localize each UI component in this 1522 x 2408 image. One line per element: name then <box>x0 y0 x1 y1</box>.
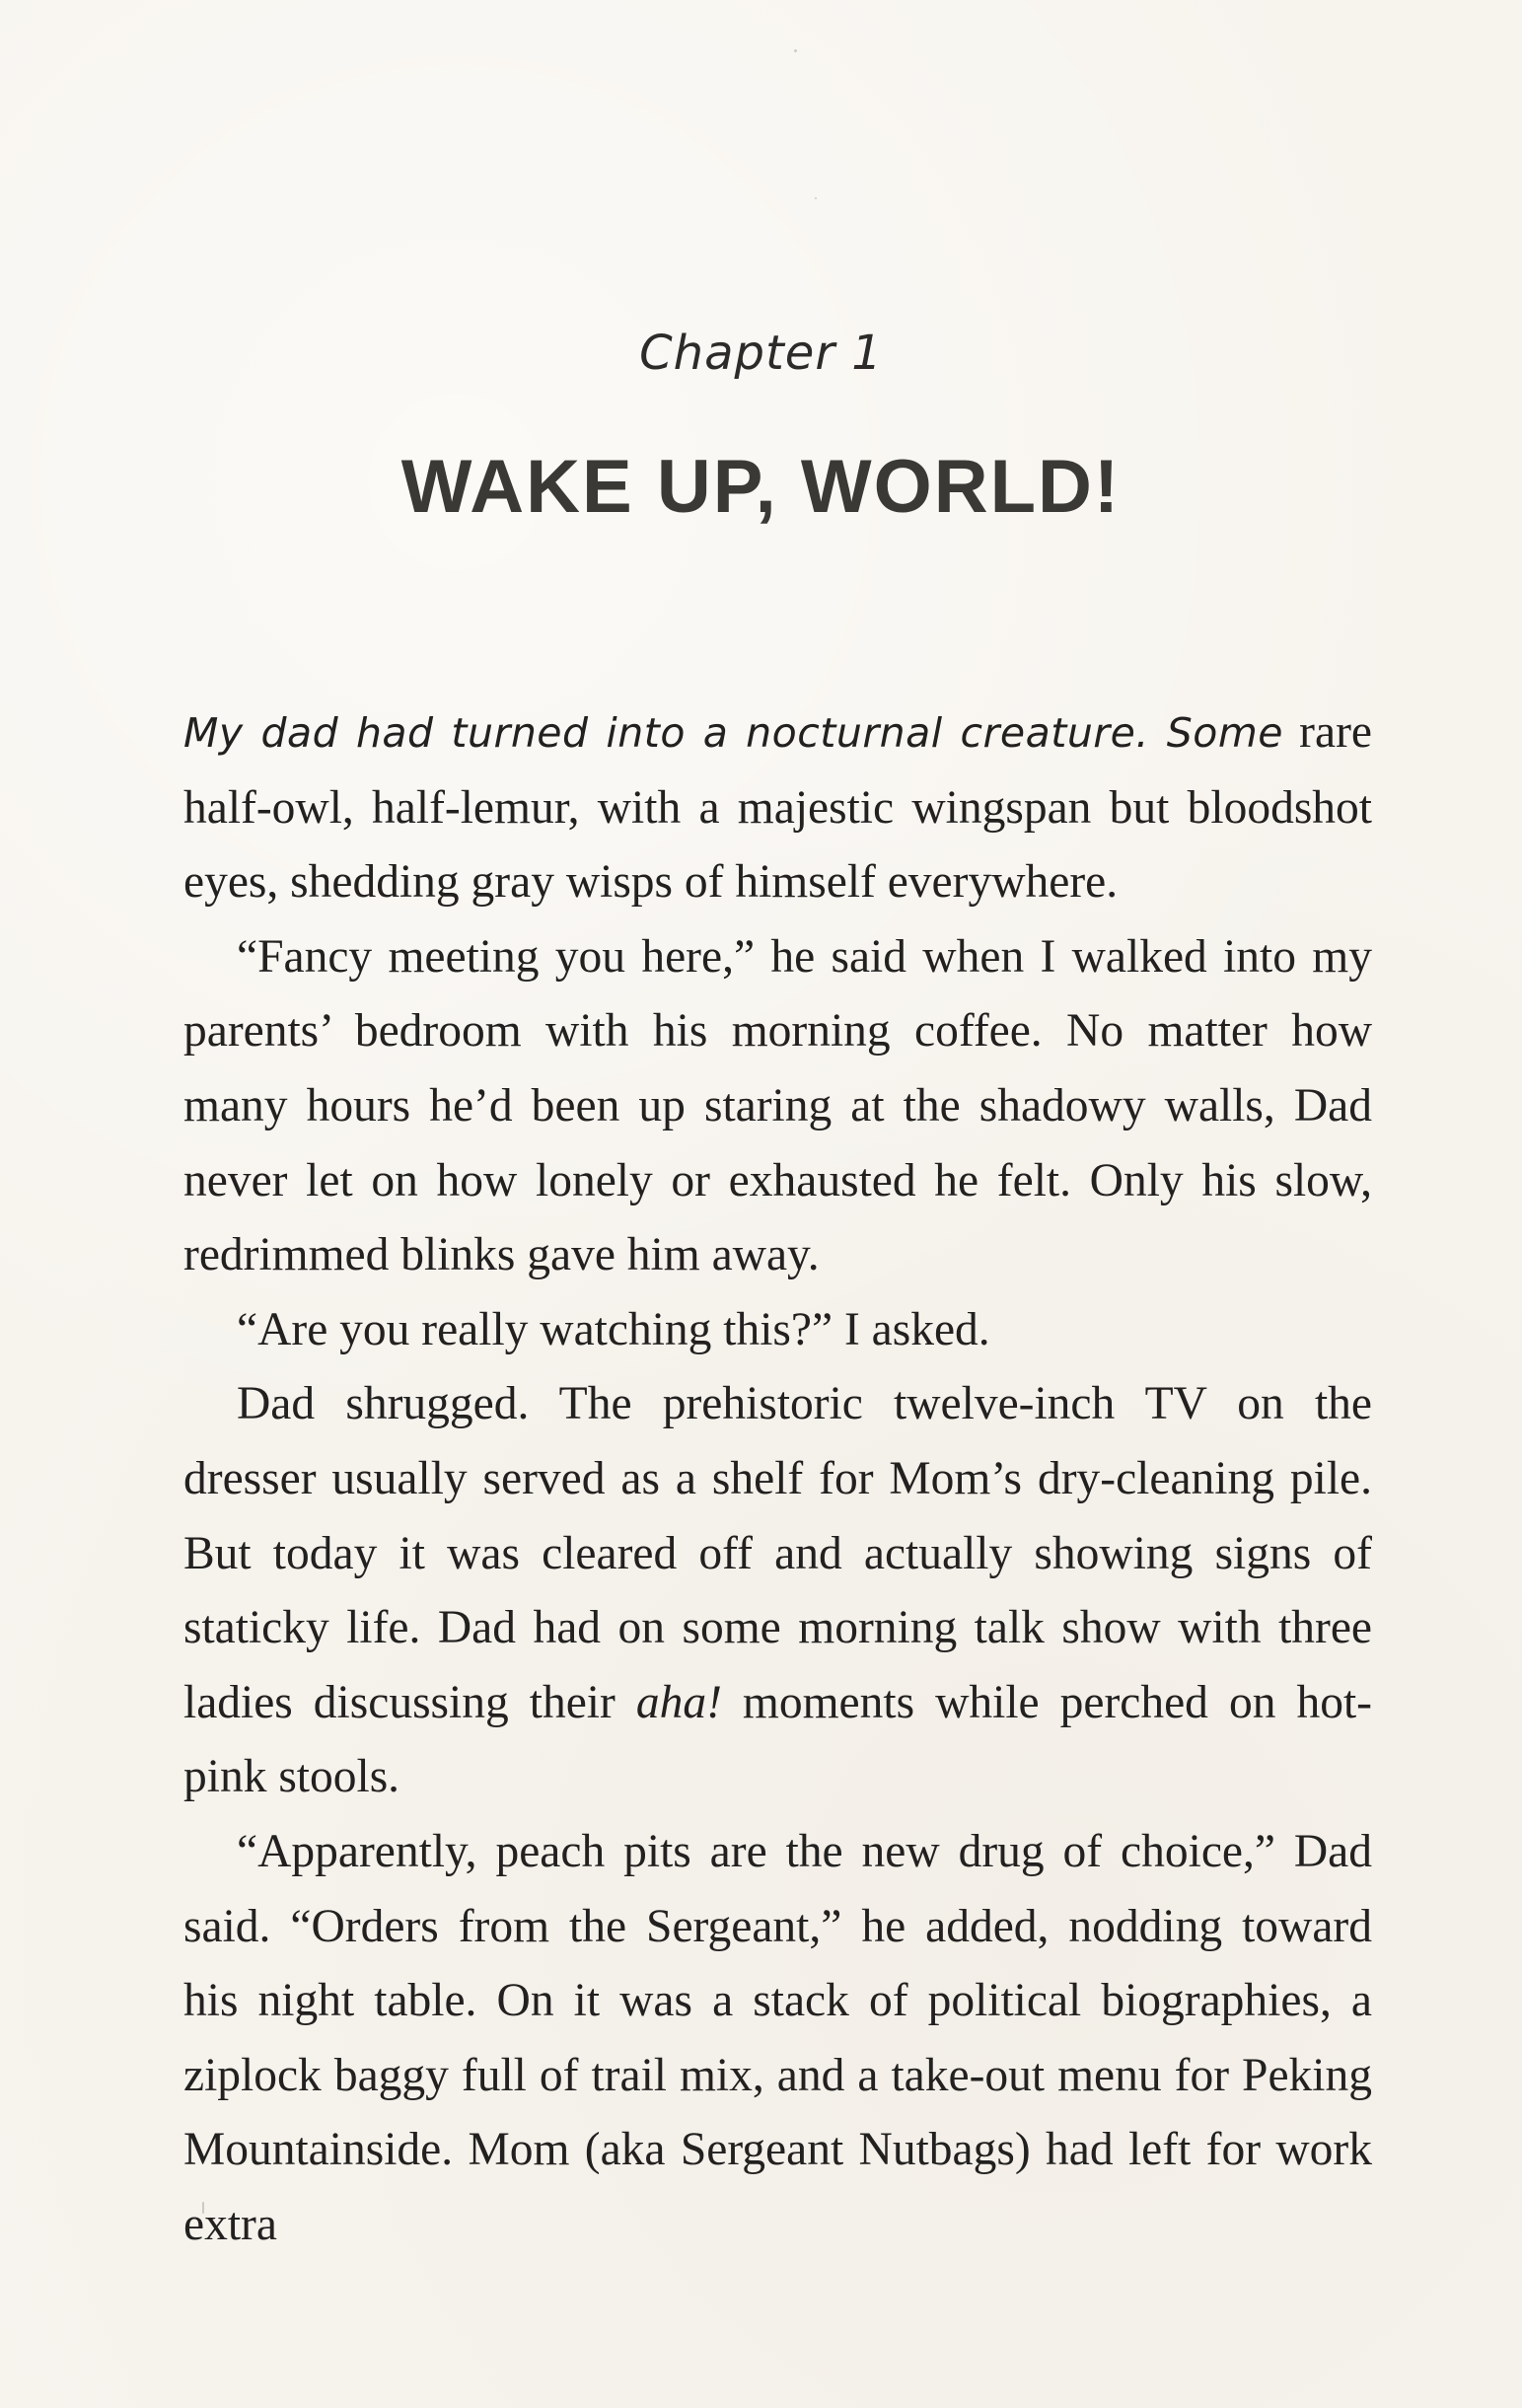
paper-speck <box>794 49 797 52</box>
paragraph-1-text: rare half-owl, half-lemur, with a majestic wingspan but bloodshot eyes, shedding gray wisps of himself everywhere. <box>183 706 1372 909</box>
paragraph-4-text: Dad shrugged. The prehistoric twelve-inch TV on the dresser usually served as a shelf for Mom’s dry-cleaning pile. But today it was cleared off and actually showing signs of staticky life. Dad had on some morning talk show with three ladies discussing their <box>183 1378 1372 1728</box>
chapter-title: WAKE UP, WORLD! <box>400 445 1122 529</box>
paragraph-5: “Apparently, peach pits are the new drug of choice,” Dad said. “Orders from the Sergeant,” he added, nodding toward his night table. On it was a stack of political biographies, a ziplock baggy full of trail mix, and a take-out menu for Peking Mountainside. Mom (aka Sergeant Nutbags) had left for work extra <box>183 1825 1372 2250</box>
chapter-label: Chapter 1 <box>639 326 883 381</box>
paragraph-2: “Fancy meeting you here,” he said when I walked into my parents’ bedroom with his morning coffee. No matter how many hours he’d been up staring at the shadowy walls, Dad never let on how lonely or exhausted he felt. Only his slow, redrimmed blinks gave him away. <box>183 930 1372 1281</box>
paragraph-1 <box>183 695 1372 920</box>
paper-speck <box>202 2202 204 2214</box>
chapter-body <box>183 695 1372 2262</box>
paragraph-4-ending: moments while perched on hot-pink stools. <box>183 1676 1372 1803</box>
paper-speck <box>815 197 817 199</box>
paragraph-4 <box>183 1367 1372 1815</box>
emphasized-aha: aha! <box>635 1676 722 1728</box>
paragraph-3: “Are you really watching this?” I asked. <box>237 1303 990 1355</box>
opening-line: My dad had turned into a nocturnal creature. Some <box>183 709 1284 757</box>
